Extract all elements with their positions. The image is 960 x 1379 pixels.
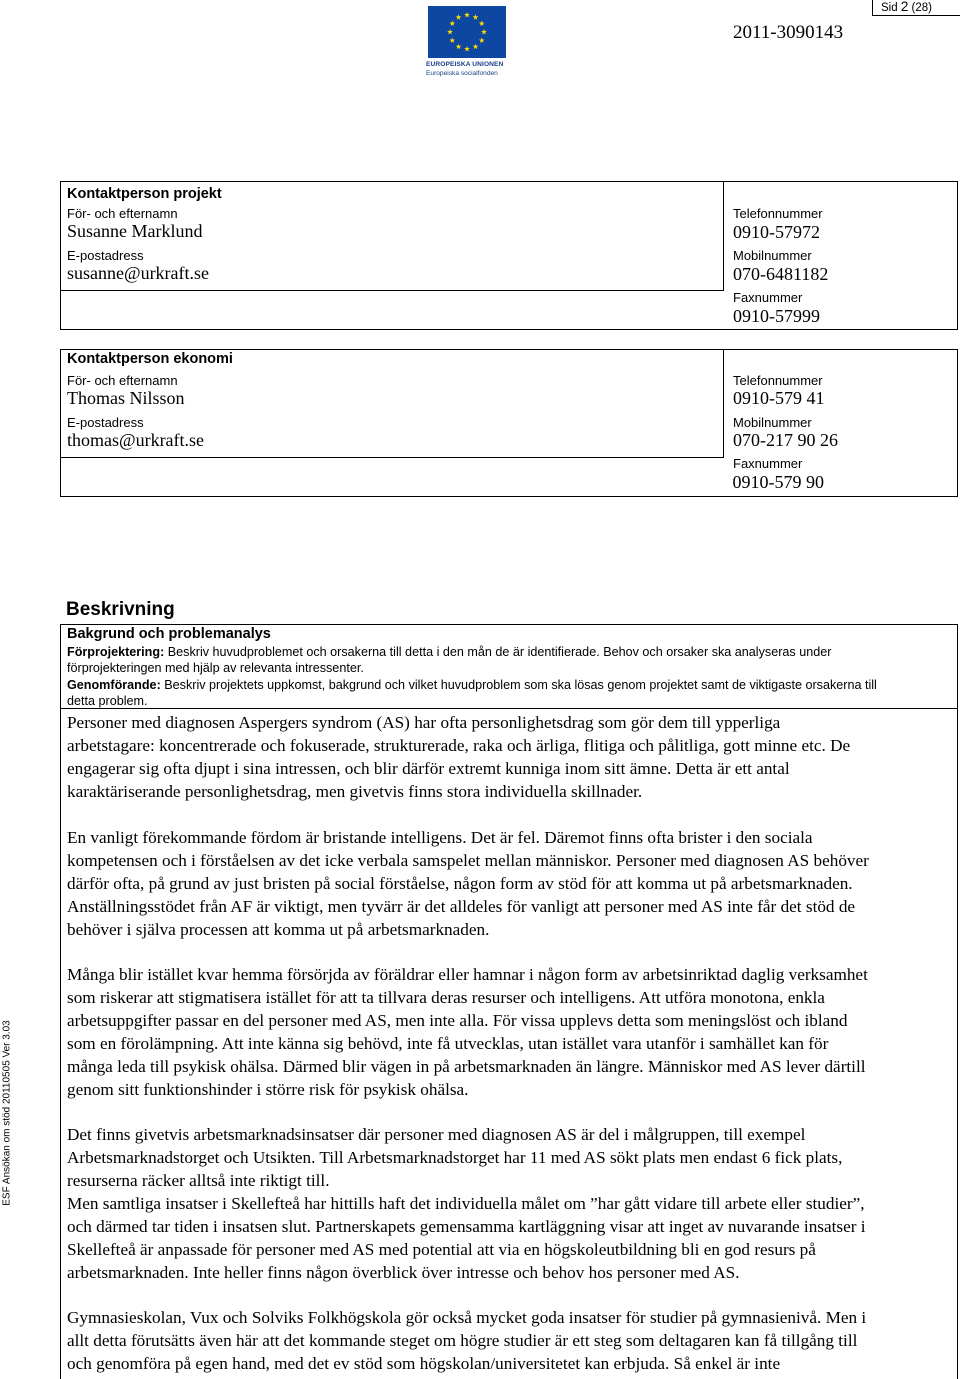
eu-star bbox=[449, 21, 455, 26]
text-line: arbetsmarknaden. Inte heller finns någon överblick över intresse och behov hos personer med AS. bbox=[67, 1263, 740, 1282]
text-line: som riskerar att stigmatisera istället för att ta tillvara deras resurser och intelligens. Att utföra monotona, enkla bbox=[67, 988, 825, 1007]
phone-label: Telefonnummer bbox=[733, 206, 823, 221]
contact-project-title: Kontaktperson projekt bbox=[67, 186, 222, 202]
page-label bbox=[872, 0, 960, 16]
name-label: För- och efternamn bbox=[67, 206, 178, 221]
page-total: (28) bbox=[908, 2, 932, 14]
contact-name: Thomas Nilsson bbox=[67, 388, 185, 408]
page-label-prefix: Sid bbox=[881, 2, 901, 14]
eu-star bbox=[464, 12, 470, 17]
eu-star bbox=[449, 38, 455, 43]
eu-star bbox=[473, 14, 479, 19]
text-line: behöver i själva processen att komma ut på arbetsmarknaden. bbox=[67, 920, 490, 939]
text-line: Skellefteå är anpassade för personer med AS med potential att via en högskoleutbildning bli en god resurs på bbox=[67, 1240, 816, 1259]
text-line: därför ofta, på grund av just bristen på social förståelse, någon form av stöd för att komma ut på arbetsmarknaden. bbox=[67, 874, 853, 893]
contact-project-box bbox=[60, 181, 958, 330]
left-column-box bbox=[61, 182, 724, 291]
eu-logo-line1: EUROPEISKA UNIONEN bbox=[426, 61, 504, 68]
eu-logo-line2: Europeiska socialfonden bbox=[426, 70, 498, 77]
contact-phone: 0910-579 41 bbox=[733, 388, 825, 408]
contact-email: susanne@urkraft.se bbox=[67, 263, 210, 283]
eu-star bbox=[456, 44, 462, 49]
form-version-text: ESF Ansökan om stöd 20110505 Ver 3.03 bbox=[1, 1020, 13, 1206]
contact-mobile: 070-217 90 26 bbox=[733, 430, 838, 450]
instruction-implementation-label: Genomförande: bbox=[67, 678, 161, 692]
instruction-preproject-label: Förprojektering: bbox=[67, 645, 165, 659]
eu-flag-icon bbox=[428, 6, 506, 58]
name-label: För- och efternamn bbox=[67, 373, 178, 388]
text-line: som en förolämpning. Att inte känna sig behövd, inte få utvecklas, utan istället vara utanför i samhället kan för bbox=[67, 1034, 829, 1053]
eu-star bbox=[473, 44, 479, 49]
text-line: Arbetsmarknadstorget och Utsikten. Till Arbetsmarknadstorget har 11 med AS sökt plats men endast 6 fick plats, bbox=[67, 1148, 843, 1167]
text-line: arbetsuppgifter passar en del personer med AS, men inte alla. För vissa upplevs detta som meningslöst och ibland bbox=[67, 1011, 848, 1030]
paragraph bbox=[67, 1306, 958, 1375]
contact-email: thomas@urkraft.se bbox=[67, 430, 205, 450]
text-line: karaktäriserande personlighetsdrag, men givetvis finns stora individuella skillnader. bbox=[67, 782, 643, 801]
fax-label: Faxnummer bbox=[733, 456, 803, 471]
eu-star bbox=[481, 29, 487, 34]
text-line: många leda till psykisk ohälsa. Därmed blir vägen in på arbetsmarknaden än längre. Människor med AS lever därtill bbox=[67, 1057, 866, 1076]
contact-fax: 0910-57999 bbox=[733, 306, 820, 326]
eu-star bbox=[456, 14, 462, 19]
text-line: arbetstagare: koncentrerade och fokuserade, strukturerade, raka och ärliga, flitiga och pålitliga, gott minne etc. De bbox=[67, 736, 851, 755]
text-line: och genomföra på egen hand, med det ev stöd som högskolan/universitetet kan erbjuda. Så enkel är inte bbox=[67, 1354, 781, 1373]
mobile-label: Mobilnummer bbox=[733, 415, 812, 430]
eu-star bbox=[479, 21, 485, 26]
paragraph bbox=[67, 963, 958, 1101]
description-body bbox=[60, 709, 958, 1379]
phone-label: Telefonnummer bbox=[733, 373, 823, 388]
form-version-note bbox=[0, 1013, 14, 1213]
fax-label: Faxnummer bbox=[733, 290, 803, 305]
text-line: Det finns givetvis arbetsmarknadsinsatser där personer med diagnosen AS är del i målgruppen, till exempel bbox=[67, 1125, 806, 1144]
email-label: E-postadress bbox=[67, 415, 144, 430]
instruction-implementation bbox=[67, 677, 960, 693]
instruction-preproject bbox=[67, 644, 960, 660]
text-line: och därmed tar tiden i insatsen slut. Partnerskapets gemensamma kartläggning visar att inget av nuvarande insatser i bbox=[67, 1217, 866, 1236]
instruction-preproject-text: Beskriv huvudproblemet och orsakerna till detta i den mån de är identifierade. Behov och orsaker ska analyseras under bbox=[164, 645, 832, 659]
instruction-preproject-cont: förprojekteringen med hjälp av relevanta intressenter. bbox=[67, 661, 364, 675]
text-line: Många blir istället kvar hemma försörjda av föräldrar eller hamnar i någon form av arbetsinriktad daglig verksamhet bbox=[67, 965, 868, 984]
eu-stars bbox=[428, 6, 506, 58]
instruction-implementation-text: Beskriv projektets uppkomst, bakgrund och vilket huvudproblem som ska lösas genom projektet samt de viktigaste orsakerna till bbox=[160, 678, 877, 692]
left-column-box bbox=[61, 350, 724, 458]
mobile-label: Mobilnummer bbox=[733, 248, 812, 263]
contact-fax: 0910-579 90 bbox=[728, 472, 824, 492]
text-line: Men samtliga insatser i Skellefteå har hittills haft det individuella målet om ”har gått vidare till arbete eller studier”, bbox=[67, 1194, 865, 1213]
email-label: E-postadress bbox=[67, 248, 144, 263]
contact-economy-box bbox=[60, 349, 958, 497]
contact-economy-title: Kontaktperson ekonomi bbox=[67, 351, 233, 367]
text-line: kompetensen och i förståelsen av det icke verbala samspelet mellan människor. Personer med diagnosen AS behöver bbox=[67, 851, 869, 870]
text-line: genom sitt funktionshinder i större risk för psykisk ohälsa. bbox=[67, 1080, 469, 1099]
contact-mobile: 070-6481182 bbox=[733, 264, 829, 284]
eu-star bbox=[447, 29, 453, 34]
eu-logo bbox=[426, 6, 506, 78]
description-heading: Beskrivning bbox=[66, 599, 175, 620]
description-instructions-box bbox=[60, 624, 958, 709]
document-number: 2011-3090143 bbox=[733, 22, 844, 43]
text-line: engagerar sig ofta djupt i sina intressen, och blir därför extremt kunniga inom sitt ämne. Detta är ett antal bbox=[67, 759, 790, 778]
text-line: Gymnasieskolan, Vux och Solviks Folkhögskola gör också mycket goda insatser för studier på gymnasienivå. Men i bbox=[67, 1308, 867, 1327]
description-subheading: Bakgrund och problemanalys bbox=[67, 626, 271, 642]
eu-star bbox=[464, 46, 470, 51]
text-line: En vanligt förekommande fördom är bristande intelligens. Det är fel. Däremot finns ofta brister i den sociala bbox=[67, 828, 813, 847]
text-line: Anställningsstödet från AF är viktigt, men tyvärr är det alldeles för vanligt att personer med AS inte får det stöd de bbox=[67, 897, 856, 916]
paragraph bbox=[67, 826, 958, 941]
paragraph bbox=[67, 1123, 958, 1284]
contact-name: Susanne Marklund bbox=[67, 221, 203, 241]
instruction-implementation-cont: detta problem. bbox=[67, 694, 148, 708]
contact-phone: 0910-57972 bbox=[733, 222, 820, 242]
page-current: 2 bbox=[900, 0, 909, 14]
paragraph bbox=[67, 711, 958, 803]
text-line: Personer med diagnosen Aspergers syndrom (AS) har ofta personlighetsdrag som gör dem till ypperliga bbox=[67, 713, 781, 732]
eu-star bbox=[479, 38, 485, 43]
text-line: resurserna räcker alltså inte riktigt till. bbox=[67, 1171, 330, 1190]
text-line: allt detta förutsätts även här att det kommande steget om högre studier är ett steg som deltagaren kan få tillgång till bbox=[67, 1331, 858, 1350]
